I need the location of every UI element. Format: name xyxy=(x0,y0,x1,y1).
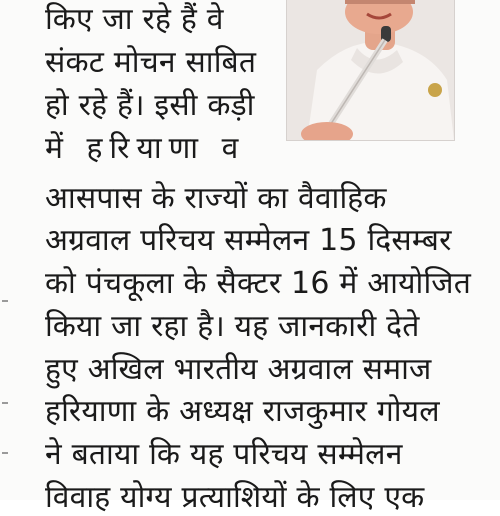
article-line-9: हुए अखिल भारतीय अग्रवाल समाज xyxy=(45,352,432,387)
column-edge-mark xyxy=(2,452,8,454)
article-line-11: ने बताया कि यह परिचय सम्मेलन xyxy=(45,437,403,472)
article-line-12: विवाह योग्य प्रत्याशियों के लिए एक xyxy=(45,480,425,515)
article-line-8: किया जा रहा है। यह जानकारी देते xyxy=(45,309,420,344)
column-edge-mark xyxy=(2,402,8,404)
article-line-5: आसपास के राज्यों का वैवाहिक xyxy=(45,181,387,216)
article-line-2: संकट मोचन साबित xyxy=(45,45,257,80)
article-line-4: में हरियाणा व xyxy=(45,131,246,166)
article-line-1: किए जा रहे हैं वे xyxy=(45,2,224,37)
article-line-10: हरियाणा के अध्यक्ष राजकुमार गोयल xyxy=(45,394,440,429)
article-line-3: हो रहे हैं। इसी कड़ी xyxy=(45,88,255,123)
person-portrait-icon xyxy=(287,0,454,140)
portrait-photo xyxy=(287,0,454,140)
article-line-7: को पंचकूला के सैक्टर 16 में आयोजित xyxy=(45,266,472,301)
column-edge-mark xyxy=(2,300,8,302)
article-line-6: अग्रवाल परिचय सम्मेलन 15 दिसम्बर xyxy=(45,223,452,258)
